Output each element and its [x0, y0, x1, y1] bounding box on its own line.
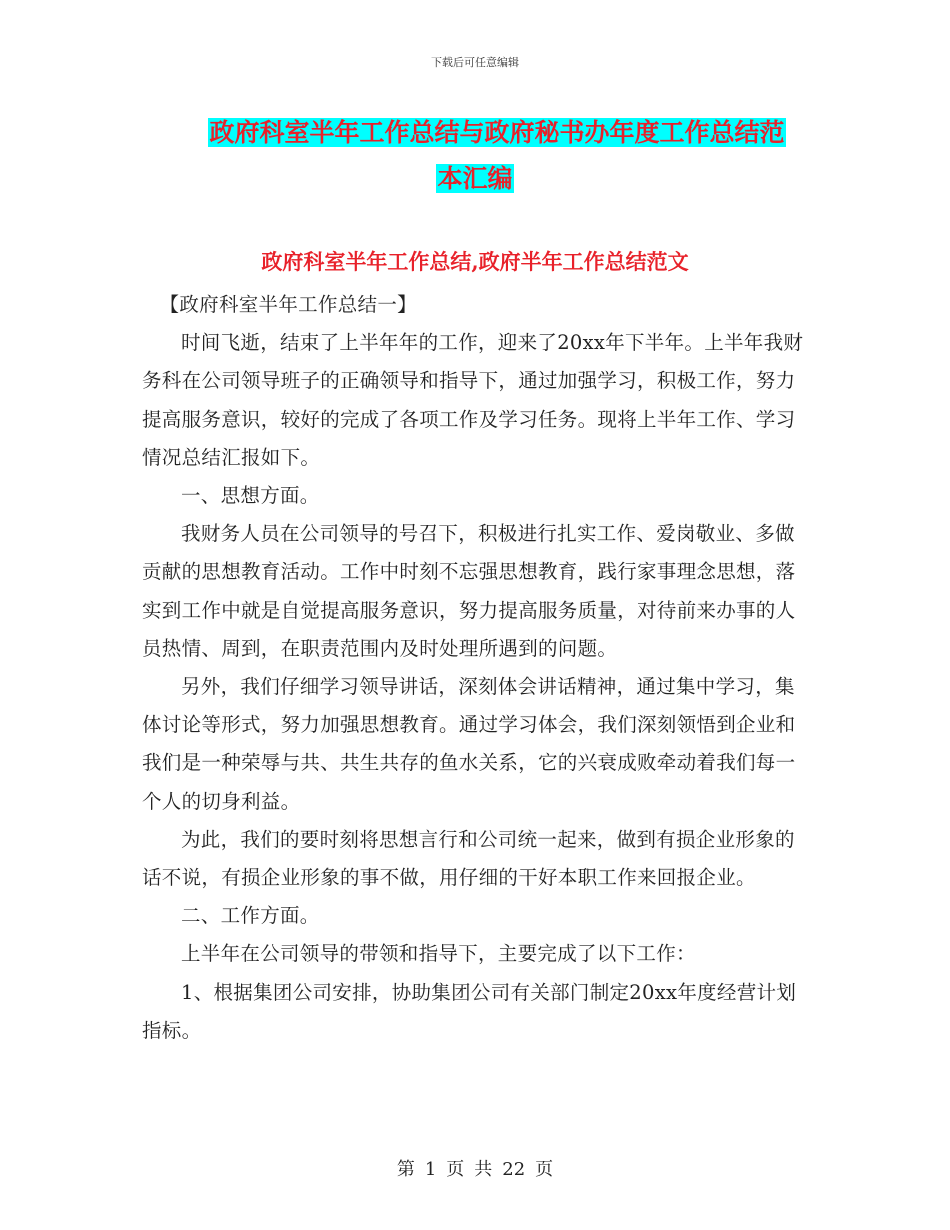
paragraph: 为此，我们的要时刻将思想言行和公司统一起来，做到有损企业形象的话不说，有损企业形象的事不做，用仔细的干好本职工作来回报企业。 — [142, 827, 795, 890]
document-subtitle: 政府科室半年工作总结,政府半年工作总结范文 — [261, 249, 689, 274]
paragraph: 一、思想方面。 — [181, 484, 320, 508]
document-body — [142, 286, 812, 1050]
paragraph: 二、工作方面。 — [181, 904, 320, 928]
page-footer — [0, 1155, 950, 1181]
paragraph: 1、根据集团公司安排，协助集团公司有关部门制定20xx年度经营计划指标。 — [142, 980, 797, 1042]
footer-total-prefix: 共 — [474, 1159, 493, 1180]
header-note: 下载后可任意编辑 — [431, 56, 519, 69]
title-line-2: 本汇编 — [437, 164, 513, 193]
footer-prefix: 第 — [396, 1159, 415, 1180]
paragraph: 时间飞逝，结束了上半年年的工作，迎来了20xx年下半年。上半年我财务科在公司领导班子的正确领导和指导下，通过加强学习，积极工作，努力提高服务意识，较好的完成了各项工作及学习任务。现将上半年工作、学习情况总结汇报如下。 — [142, 331, 804, 469]
footer-suffix: 页 — [535, 1159, 554, 1180]
section-heading: 【政府科室半年工作总结一】 — [159, 293, 417, 316]
paragraph: 另外，我们仔细学习领导讲话，深刻体会讲话精神，通过集中学习，集体讨论等形式，努力加强思想教育。通过学习体会，我们深刻领悟到企业和我们是一种荣辱与共、共生共存的鱼水关系，它的兴衰成败牵动着我们每一个人的切身利益。 — [142, 675, 796, 813]
paragraph: 我财务人员在公司领导的号召下，积极进行扎实工作、爱岗敬业、多做贡献的思想教育活动。工作中时刻不忘强思想教育，践行家事理念思想，落实到工作中就是自觉提高服务意识，努力提高服务质量，对待前来办事的人员热情、周到，在职责范围内及时处理所遇到的问题。 — [142, 522, 796, 660]
page-total: 22 — [502, 1159, 526, 1180]
title-line-1: 政府科室半年工作总结与政府秘书办年度工作总结范 — [209, 118, 785, 147]
page-number: 1 — [424, 1159, 437, 1180]
document-title — [0, 110, 950, 202]
footer-middle: 页 — [446, 1159, 465, 1180]
paragraph: 上半年在公司领导的带领和指导下，主要完成了以下工作： — [181, 942, 696, 966]
